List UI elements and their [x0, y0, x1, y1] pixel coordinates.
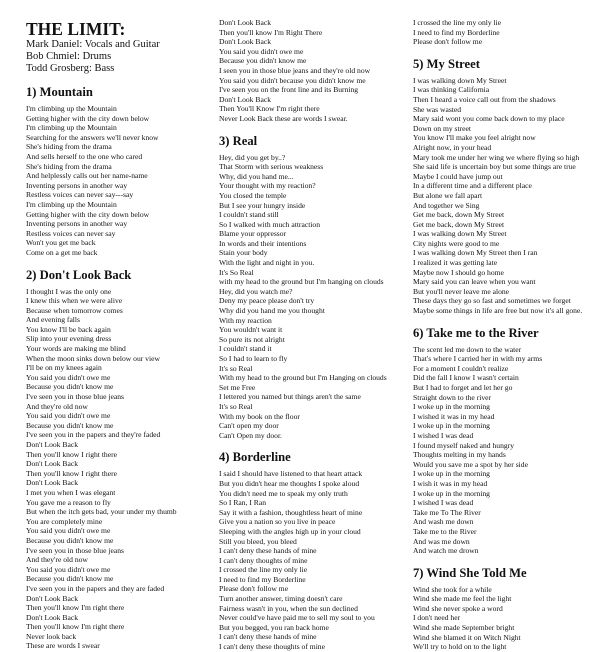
lyric-line: Mary said you can leave when you want: [413, 277, 536, 287]
lyric-line: Down on my street: [413, 123, 471, 133]
song-real: [219, 134, 389, 441]
band-member: Todd Grosberg: Bass: [26, 63, 115, 74]
song-wind-she-told-me: [413, 566, 598, 652]
lyric-line: I've seen you in the papers and they are faded: [26, 583, 165, 593]
lyric-line: I wished I was dead: [413, 498, 474, 508]
lyric-line: So I walked with much attraction: [219, 219, 321, 229]
lyric-line: You said you didn't because you didn't know me: [219, 75, 366, 85]
lyric-line: And evening falls: [26, 315, 80, 325]
lyric-line: Stain your body: [219, 248, 268, 258]
lyric-line: Never could've have paid me to sell my soul to you: [219, 613, 375, 623]
song-title: 6) Take me to the River: [413, 325, 539, 340]
lyric-line: Then you'll know I'm right there: [26, 622, 125, 632]
band-member: Bob Chmiel: Drums: [26, 51, 112, 62]
song-mountain: [26, 85, 202, 258]
lyric-line: You said you didn't owe me: [26, 564, 111, 574]
lyric-line: I woke up in the morning: [413, 421, 490, 431]
lyric-line: Searching for the answers we'll never know: [26, 132, 159, 142]
lyric-line: Please don't follow me: [413, 37, 483, 47]
lyric-line: Come on a get me back: [26, 247, 98, 257]
lyric-line: Restless voices can never say---say: [26, 190, 134, 200]
song-lyrics: [26, 287, 202, 652]
lyric-line: City nights were good to me: [413, 238, 500, 248]
lyric-line: I need to find my Borderline: [413, 27, 500, 37]
song-lyrics: [26, 104, 202, 258]
lyric-line: Because you didn't know me: [26, 535, 114, 545]
column-middle: [219, 18, 389, 652]
lyric-line: I've seen you in those blue jeans: [26, 392, 124, 402]
song-dont-look-back-continued: [219, 18, 389, 124]
lyric-line: It's so Real: [219, 401, 253, 411]
lyric-line: So I Ran, I Ran: [219, 498, 267, 508]
lyric-line: Did the fall I know I wasn't certain: [413, 373, 519, 383]
lyric-line: Because when tomorrow comes: [26, 305, 123, 315]
lyric-line: Wind she made me feel the light: [413, 594, 512, 604]
lyric-line: She's hiding from the drama: [26, 142, 112, 152]
lyric-line: Maybe I could have jump out: [413, 171, 503, 181]
lyric-line: But you'll never leave me alone: [413, 286, 510, 296]
lyric-line: Please don't follow me: [219, 584, 289, 594]
lyric-line: Then I heard a voice call out from the shadows: [413, 94, 556, 104]
lyric-line: Still you bleed, you bleed: [219, 536, 297, 546]
lyric-line: Don't Look Back: [219, 94, 271, 104]
lyric-line: Then you'll know I'm right there: [26, 603, 125, 613]
lyric-line: I lettered you named but things aren't the same: [219, 392, 361, 402]
lyric-line: I met you when I was elegant: [26, 487, 116, 497]
lyric-line: Don't Look Back: [26, 459, 78, 469]
lyric-line: I've seen you on the front line and its Burning: [219, 85, 359, 95]
lyric-line: I crossed the line my only lie: [413, 18, 502, 27]
lyric-line: And watch me drown: [413, 546, 479, 556]
lyric-line: You wouldn't want it: [219, 325, 283, 335]
lyric-line: I woke up in the morning: [413, 469, 490, 479]
lyric-line: Don't Look Back: [219, 37, 271, 47]
lyric-line: In words and their intentions: [219, 238, 307, 248]
lyric-line: Don't Look Back: [26, 478, 78, 488]
song-lyrics: [219, 18, 389, 124]
lyric-line: But you begged, you ran back home: [219, 622, 329, 632]
column-left: [26, 18, 202, 651]
band-title: THE LIMIT:: [26, 19, 126, 39]
lyric-line: Sleeping with the angles high up in your cloud: [219, 526, 361, 536]
lyric-line: And sells herself to the one who cared: [26, 151, 143, 161]
lyric-line: When the moon sinks down below our view: [26, 353, 160, 363]
lyric-line: You said you didn't owe me: [219, 46, 304, 56]
lyric-line: Inventing persons in another way: [26, 180, 128, 190]
lyric-line: It's So Real: [219, 267, 254, 277]
song-title: 7) Wind She Told Me: [413, 565, 527, 580]
lyric-line: Give you a nation so you live in peace: [219, 517, 336, 527]
lyric-line: And they're old now: [26, 555, 88, 565]
lyric-line: I've seen you in the papers and they're faded: [26, 430, 161, 440]
lyric-line: I was walking down My Street then I ran: [413, 248, 538, 258]
lyric-line: You didn't need me to speak my only truth: [219, 488, 348, 498]
song-title: 2) Don't Look Back: [26, 267, 132, 282]
lyric-line: I was walking down My Street: [413, 229, 507, 239]
lyric-line: But you didn't hear me thoughts I spoke aloud: [219, 478, 360, 488]
lyric-line: And was me down: [413, 536, 470, 546]
lyric-line: Wind she blamed it on Witch Night: [413, 632, 521, 642]
song-title: 4) Borderline: [219, 450, 291, 465]
lyric-line: And helplessly calls out her name-name: [26, 171, 148, 181]
lyric-line: For a moment I couldn't realize: [413, 363, 509, 373]
song-lyrics: [413, 585, 598, 652]
lyric-line: I woke up in the morning: [413, 488, 490, 498]
lyric-line: I'm climbing up the Mountain: [26, 199, 117, 209]
lyric-line: I thought I was the only one: [26, 286, 112, 296]
lyric-line: Blame your oppressor: [219, 229, 287, 239]
song-title: 1) Mountain: [26, 85, 93, 99]
lyric-line: With my head to the ground but I'm Hanging on clouds: [219, 373, 387, 383]
lyric-line: And they're old now: [26, 401, 88, 411]
lyric-line: Thoughts melting in my hands: [413, 450, 506, 460]
lyric-line: She said life is uncertain boy but some things are true: [413, 162, 576, 172]
lyric-line: You are completely mine: [26, 516, 103, 526]
lyric-line: Because you didn't know me: [26, 382, 114, 392]
lyric-line: Then You'll Know I'm right there: [219, 104, 320, 114]
lyric-line: Getting higher with the city down below: [26, 209, 150, 219]
lyric-line: You said you didn't owe me: [26, 526, 111, 536]
song-borderline-continued: [413, 18, 598, 47]
lyric-line: Because you didn't know me: [26, 574, 114, 584]
lyric-line: Wind she made September bright: [413, 623, 515, 633]
lyric-line: Getting higher with the city down below: [26, 113, 150, 123]
lyric-line: Don't Look Back: [26, 593, 78, 603]
lyric-line: With my reaction: [219, 315, 272, 325]
lyric-line: And wash me down: [413, 517, 474, 527]
lyric-line: Then you'll know I right there: [26, 449, 117, 459]
lyric-line: Maybe now I should go home: [413, 267, 504, 277]
lyric-line: I woke up in the morning: [413, 402, 490, 412]
lyric-line: Can't open my door: [219, 421, 279, 431]
lyric-line: I can't deny these hands of mine: [219, 632, 317, 642]
lyric-line: Turn another answer, timing doesn't care: [219, 594, 343, 604]
lyric-line: Then you'll know I'm Right There: [219, 27, 323, 37]
song-take-me-to-the-river: [413, 326, 598, 556]
lyric-line: Then you'll know I right there: [26, 468, 117, 478]
lyric-line: Never look back: [26, 631, 77, 641]
song-borderline: [219, 450, 389, 651]
lyric-line: So pure its not alright: [219, 334, 285, 344]
lyric-line: I can't deny thoughts of mine: [219, 555, 308, 565]
lyric-line: I wish it was in my head: [413, 478, 488, 488]
lyric-line: These are words I swear: [26, 641, 100, 651]
column-right: [413, 18, 598, 652]
lyric-line: Mary took me under her wing we where flying so high: [413, 152, 580, 162]
lyric-line: But I had to forget and let her go: [413, 383, 513, 392]
lyric-line: But I see your hungry inside: [219, 200, 306, 210]
lyric-line: But alone we fall apart: [413, 190, 483, 200]
lyric-line: I couldn't stand still: [219, 210, 279, 220]
song-my-street: [413, 57, 598, 316]
lyric-line: Say it with a fashion, thoughtless heart of mine: [219, 507, 363, 517]
lyric-line: I knew this when we were alive: [26, 296, 123, 306]
lyric-line: I can't deny these hands of mine: [219, 546, 317, 556]
lyric-line: You gave me a reason to fly: [26, 497, 111, 507]
lyric-line: So I had to learn to fly: [219, 354, 288, 363]
lyric-line: with my head to the ground but I'm hanging on clouds: [219, 277, 384, 287]
lyric-line: Fairness wasn't in you, when the sun declined: [219, 603, 358, 613]
lyric-line: Won't you get me back: [26, 238, 96, 248]
lyric-line: You closed the temple: [219, 190, 287, 200]
lyric-line: I'm climbing up the Mountain: [26, 104, 117, 113]
band-block: [26, 20, 202, 75]
lyric-line: Wind she took for a while: [413, 584, 492, 594]
lyric-line: I crossed the line my only lie: [219, 565, 308, 575]
lyric-line: I said I should have listened to that heart attack: [219, 469, 363, 479]
lyric-line: I seen you in those blue jeans and they're old now: [219, 65, 371, 75]
lyric-line: Set me Free: [219, 382, 256, 392]
lyric-line: But when the itch gets bad, your under my thumb: [26, 507, 177, 517]
lyric-line: With the light and night in you.: [219, 258, 315, 268]
lyric-line: Don't Look Back: [26, 440, 78, 449]
lyric-line: Why, did you hand me...: [219, 171, 294, 181]
lyric-line: Take me To The River: [413, 507, 481, 517]
lyric-line: She's hiding from the drama: [26, 161, 112, 171]
lyric-line: I found myself naked and hungry: [413, 440, 515, 450]
lyric-line: Hey, did you watch me?: [219, 286, 293, 296]
lyric-line: Slip into your evening dress: [26, 334, 112, 344]
lyric-line: I wished I was dead: [413, 430, 474, 440]
lyric-line: I realized it was getting late: [413, 258, 498, 268]
lyric-line: And together we Sing: [413, 200, 480, 210]
lyric-line: I was walking down My Street: [413, 75, 507, 85]
lyric-line: I'm climbing up the Mountain: [26, 123, 117, 133]
band-member: Mark Daniel: Vocals and Guitar: [26, 39, 160, 50]
lyric-line: Your words are making me blind: [26, 344, 126, 354]
lyric-line: Take me to the River: [413, 526, 477, 536]
lyric-line: I don't need her: [413, 613, 461, 623]
lyric-line: You know I'll make you feel alright now: [413, 133, 536, 143]
lyric-line: You know I'll be back again: [26, 324, 111, 334]
lyric-line: Would you save me a spot by her side: [413, 459, 528, 469]
lyric-line: I was thinking California: [413, 85, 490, 95]
lyric-line: I've seen you in those blue jeans: [26, 545, 124, 555]
lyric-line: With my book on the floor: [219, 411, 300, 421]
lyric-line: Because you didn't know me: [219, 56, 307, 66]
lyric-line: I wished it was in my head: [413, 411, 495, 421]
lyric-line: Can't Open my door.: [219, 430, 282, 440]
lyric-line: I need to find my Borderline: [219, 574, 306, 584]
lyric-line: Straight down to the river: [413, 392, 492, 402]
lyric-line: Inventing persons in another way: [26, 219, 128, 229]
lyric-line: Deny my peace please don't try: [219, 296, 315, 306]
lyric-line: You said you didn't owe me: [26, 411, 111, 421]
song-lyrics: [413, 18, 598, 47]
lyric-line: I can't deny these thoughts of mine: [219, 642, 325, 652]
lyric-line: Why did you hand me you thought: [219, 306, 325, 316]
lyric-line: Mary said wont you come back down to my place: [413, 114, 565, 124]
lyric-line: In a different time and a different place: [413, 181, 532, 191]
lyric-line: Your thought with my reaction?: [219, 181, 316, 191]
lyric-line: Never Look Back these are words I swear.: [219, 113, 348, 123]
lyric-line: Get me back, down My Street: [413, 210, 505, 220]
song-title: 5) My Street: [413, 56, 480, 71]
lyric-line: I couldn't stand it: [219, 344, 272, 354]
lyric-line: That Storm with serious weakness: [219, 162, 324, 172]
lyric-line: Wind she never spoke a word: [413, 603, 503, 613]
song-dont-look-back: [26, 268, 202, 652]
song-lyrics: [413, 76, 598, 316]
song-lyrics: [413, 345, 598, 556]
lyric-line: Don't Look Back: [26, 612, 78, 622]
song-lyrics: [219, 469, 389, 651]
lyric-line: Get me back, down My Street: [413, 219, 505, 229]
lyric-line: These days they go so fast and sometimes we forget: [413, 296, 571, 306]
lyric-line: It's so Real: [219, 363, 253, 373]
lyric-line: Restless voices can never say: [26, 228, 116, 238]
lyric-line: She was wasted: [413, 104, 462, 114]
lyric-line: Hey, did you get by..?: [219, 152, 286, 162]
lyric-line: That's where I carried her in with my arms: [413, 354, 543, 364]
lyric-line: Alright now, in your head: [413, 142, 492, 152]
lyric-line: Maybe some things in life are free but now it's all gone.: [413, 306, 583, 316]
lyric-line: The scent led me down to the water: [413, 344, 522, 354]
lyric-line: Don't Look Back: [219, 18, 271, 27]
song-lyrics: [219, 153, 389, 441]
song-title: 3) Real: [219, 133, 258, 148]
lyric-line: I'll be on my knees again: [26, 363, 102, 373]
lyric-line: We'll try to hold on to the light: [413, 642, 507, 652]
lyric-line: Because you didn't know me: [26, 420, 114, 430]
lyric-line: You said you didn't owe me: [26, 372, 111, 382]
